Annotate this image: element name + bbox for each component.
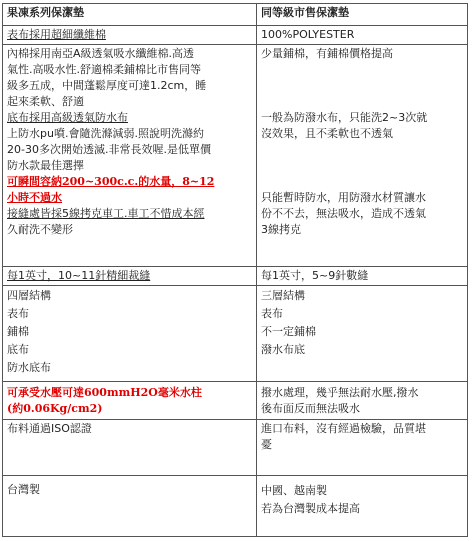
pressure-left xyxy=(3,382,257,420)
pressure-right-line: 撥水處理，幾乎無法耐水壓,撥水 xyxy=(261,385,419,399)
pressure-right-line: 後布面反而無法吸水 xyxy=(261,401,360,415)
stitch-right: 每1英寸，5~9針數縫 xyxy=(257,267,468,286)
pressure-highlight: (約0.06Kg/cm2) xyxy=(7,401,103,415)
origin-right-line: 中國、越南製 xyxy=(261,484,327,497)
capacity-right-line: 份不不去，無法吸水，造成不透氣 xyxy=(261,207,426,220)
layers-left xyxy=(3,286,257,382)
layers-left-line: 底布 xyxy=(7,343,29,356)
layers-right-line: 潑水布底 xyxy=(261,343,305,356)
layers-right-line: 表布 xyxy=(261,307,283,320)
capacity-right-line: 3線拷克 xyxy=(261,223,301,236)
filling-right: 少量鋪棉，有鋪棉價格提高 xyxy=(261,47,393,60)
pressure-right xyxy=(257,382,468,420)
layers-left-line: 四層結構 xyxy=(7,289,51,302)
detail-right xyxy=(257,45,468,267)
bottom-fabric-right-line: 一般為防潑水布，只能洗2~3次就 xyxy=(261,111,428,124)
pressure-highlight: 可承受水壓可達600mmH2O毫米水柱 xyxy=(7,385,202,399)
pressure-row xyxy=(3,382,468,420)
iso-right xyxy=(257,420,468,476)
iso-right-line: 進口布料，沒有經過檢驗，品質堪 xyxy=(261,422,426,435)
origin-row xyxy=(3,476,468,537)
filling-line: 氣性.高吸水性.舒適棉柔鋪棉比市售同等 xyxy=(7,63,201,76)
bottom-fabric-line: 防水款最佳選擇 xyxy=(7,159,84,172)
iso-row xyxy=(3,420,468,476)
stitch-row xyxy=(3,267,468,286)
bottom-fabric-line: 20-30多次開始透滅.非常長效喔.是低單價 xyxy=(7,143,211,156)
comparison-table xyxy=(2,3,468,537)
fabric-left-text: 表布採用超細纖維棉 xyxy=(7,28,106,41)
origin-right xyxy=(257,476,468,537)
bottom-fabric-line: 上防水pu噴.會隨洗滌減弱.照說明洗滌約 xyxy=(7,127,204,140)
layers-left-line: 防水底布 xyxy=(7,361,51,374)
stitch-left-text: 每1英寸，10~11針精細裁縫 xyxy=(7,269,151,282)
fabric-row xyxy=(3,26,468,45)
layers-right xyxy=(257,286,468,382)
layers-left-line: 表布 xyxy=(7,307,29,320)
filling-line: 起來柔軟、舒適 xyxy=(7,95,84,108)
capacity-highlight: 小時不過水 xyxy=(7,191,62,204)
filling-line: 級多五成，中間蓬鬆厚度可達1.2cm，睡 xyxy=(7,79,207,92)
bottom-fabric-right-line: 沒效果，且不柔軟也不透氣 xyxy=(261,127,393,140)
iso-left: 布料通過ISO認證 xyxy=(3,420,257,476)
bottom-fabric-title: 底布採用高級透氣防水布 xyxy=(7,111,128,124)
seam-line: 接縫處皆採5線拷克車工.車工不惜成本經 xyxy=(7,207,205,220)
detail-left xyxy=(3,45,257,267)
fabric-right: 100%POLYESTER xyxy=(257,26,468,45)
origin-right-line: 若為台灣製成本提高 xyxy=(261,502,360,515)
fabric-left xyxy=(3,26,257,45)
header-right: 同等級市售保潔墊 xyxy=(257,4,468,26)
capacity-highlight: 可瞬間容納200~300c.c.的水量，8~12 xyxy=(7,175,215,188)
layers-right-line: 不一定鋪棉 xyxy=(261,325,316,338)
detail-row xyxy=(3,45,468,267)
layers-right-line: 三層結構 xyxy=(261,289,305,302)
header-left: 果凍系列保潔墊 xyxy=(3,4,257,26)
filling-line: 內棉採用南亞A級透氣吸水纖維棉.高透 xyxy=(7,47,195,60)
seam-line: 久耐洗不變形 xyxy=(7,223,73,236)
iso-right-line: 憂 xyxy=(261,438,272,451)
stitch-left xyxy=(3,267,257,286)
layers-row xyxy=(3,286,468,382)
origin-left: 台灣製 xyxy=(3,476,257,537)
layers-left-line: 鋪棉 xyxy=(7,325,29,338)
capacity-right-line: 只能暫時防水，用防潑水材質讓水 xyxy=(261,191,426,204)
header-row xyxy=(3,4,468,26)
